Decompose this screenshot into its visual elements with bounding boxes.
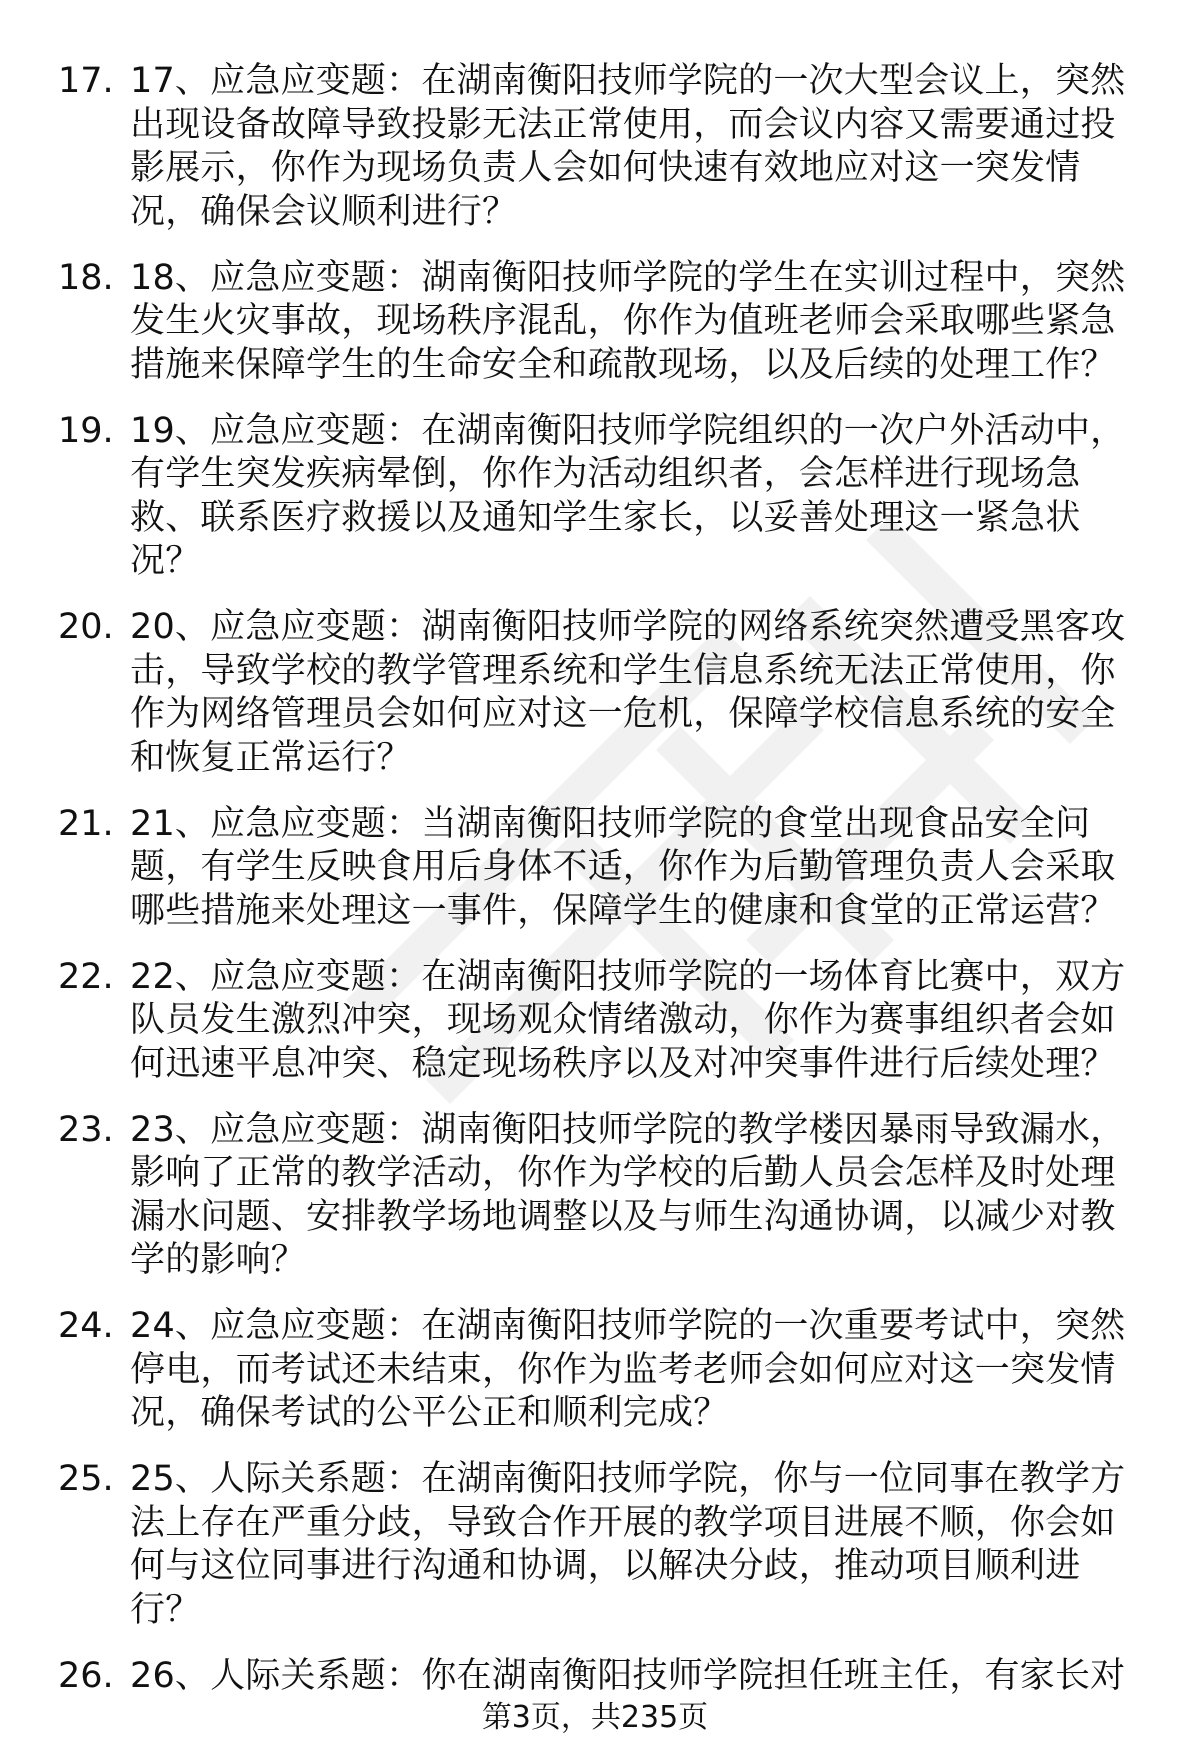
list-item bbox=[0, 956, 1190, 1087]
question-text: 26、人际关系题：你在湖南衡阳技师学院担任班主任，有家长对 bbox=[130, 1655, 1126, 1696]
question-number: 24. bbox=[58, 1306, 114, 1346]
question-text: 24、应急应变题：在湖南衡阳技师学院的一次重要考试中，突然停电，而考试还未结束，你作为监考老师会如何应对这一突发情况，确保考试的公平公正和顺利完成？ bbox=[130, 1306, 1126, 1433]
question-text: 17、应急应变题：在湖南衡阳技师学院的一次大型会议上，突然出现设备故障导致投影无法正常使用，而会议内容又需要通过投影展示，你作为现场负责人会如何快速有效地应对这一突发情况，确保会议顺利进行？ bbox=[130, 61, 1126, 232]
list-item bbox=[0, 410, 1190, 584]
question-number: 19. bbox=[58, 410, 114, 451]
list-item bbox=[0, 803, 1190, 934]
question-text: 25、人际关系题：在湖南衡阳技师学院，你与一位同事在教学方法上存在严重分歧，导致合作开展的教学项目进展不顺，你会如何与这位同事进行沟通和协调，以解决分歧，推动项目顺利进行？ bbox=[130, 1459, 1126, 1630]
page-footer: 第3页，共235页 bbox=[481, 1700, 709, 1735]
question-number: 18. bbox=[58, 257, 114, 298]
question-text: 21、应急应变题：当湖南衡阳技师学院的食堂出现食品安全问题，有学生反映食用后身体不适，你作为后勤管理负责人会采取哪些措施来处理这一事件，保障学生的健康和食堂的正常运营？ bbox=[130, 803, 1116, 931]
question-number: 22. bbox=[58, 956, 114, 997]
question-number: 20. bbox=[58, 607, 114, 647]
question-text: 23、应急应变题：湖南衡阳技师学院的教学楼因暴雨导致漏水，影响了正常的教学活动，你作为学校的后勤人员会怎样及时处理漏水问题、安排教学场地调整以及与师生沟通协调，以减少对教学的影响？ bbox=[130, 1109, 1126, 1280]
question-number: 17. bbox=[58, 61, 114, 101]
question-number: 21. bbox=[58, 803, 114, 844]
list-item bbox=[0, 1305, 1190, 1436]
list-item bbox=[0, 1109, 1190, 1283]
list-item bbox=[0, 257, 1190, 388]
question-list bbox=[0, 60, 1190, 1721]
list-item bbox=[0, 60, 1190, 234]
question-number: 23. bbox=[58, 1109, 114, 1150]
list-item bbox=[0, 1655, 1190, 1699]
list-item bbox=[0, 606, 1190, 780]
question-number: 25. bbox=[58, 1459, 114, 1499]
question-text: 18、应急应变题：湖南衡阳技师学院的学生在实训过程中，突然发生火灾事故，现场秩序混乱，你作为值班老师会采取哪些紧急措施来保障学生的生命安全和疏散现场，以及后续的处理工作？ bbox=[130, 257, 1126, 385]
question-number: 26. bbox=[58, 1655, 114, 1696]
question-text: 20、应急应变题：湖南衡阳技师学院的网络系统突然遭受黑客攻击，导致学校的教学管理系统和学生信息系统无法正常使用，你作为网络管理员会如何应对这一危机，保障学校信息系统的安全和恢复正常运行？ bbox=[130, 607, 1126, 778]
list-item bbox=[0, 1458, 1190, 1632]
question-text: 22、应急应变题：在湖南衡阳技师学院的一场体育比赛中，双方队员发生激烈冲突，现场观众情绪激动，你作为赛事组织者会如何迅速平息冲突、稳定现场秩序以及对冲突事件进行后续处理？ bbox=[130, 956, 1126, 1084]
question-text: 19、应急应变题：在湖南衡阳技师学院组织的一次户外活动中，有学生突发疾病晕倒，你作为活动组织者，会怎样进行现场急救、联系医疗救援以及通知学生家长，以妥善处理这一紧急状况？ bbox=[130, 410, 1126, 581]
